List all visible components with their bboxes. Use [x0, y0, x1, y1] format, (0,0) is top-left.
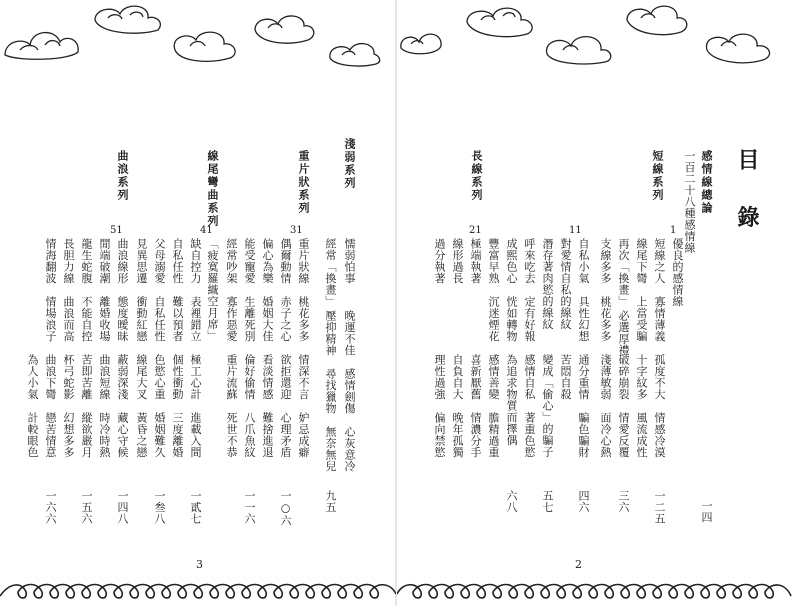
entry: 重片流蘇 [225, 354, 238, 400]
entry: 苦即苦離 [80, 354, 93, 400]
section-title: 長線系列 [470, 150, 483, 202]
entry: 晚運不佳 [343, 310, 356, 356]
page-number: 三六 [617, 490, 630, 513]
entry: 龍生蛇腹 [80, 238, 93, 284]
entry: 長胆力線 [62, 238, 75, 284]
entry: 線尾下彎 [635, 238, 648, 284]
page-number: 一二五 [653, 490, 666, 525]
entry: 桃花多多 [599, 296, 612, 342]
entry: 婚姻大佳 [261, 296, 274, 342]
entry: 父母溺愛 [153, 238, 166, 284]
entry: 曲浪短線 [98, 354, 111, 400]
entry: 情愛反覆 [617, 412, 630, 458]
entry: 短線之人 [653, 238, 666, 284]
intro-page: 一四 [700, 500, 713, 523]
section-page: 1 [670, 225, 677, 236]
entry: 縱欲嚴月 [80, 412, 93, 458]
entry: 藏心守候 [116, 412, 129, 458]
page-number: 一叁八 [153, 490, 166, 525]
entry: 離婚收場 [98, 296, 111, 342]
entry: 寡作惡愛 [225, 296, 238, 342]
entry: 三度離婚 [171, 412, 184, 458]
cloud-ornament-top-right [397, 0, 793, 70]
entry: 淺薄敏弱 [599, 354, 612, 400]
entry: 為人小氣 [26, 354, 39, 400]
entry: 缺自控力 [189, 238, 202, 284]
section-title: 重片狀系列 [297, 150, 310, 215]
entry: 見異思遷 [135, 238, 148, 284]
entry: 婚姻難久 [153, 412, 166, 458]
entry: 極端執著 [469, 238, 482, 284]
entry: 經常吵架 [225, 238, 238, 284]
entry: 閒端破潮 [98, 238, 111, 284]
entry: 自私任性 [171, 238, 184, 284]
right-page [397, 0, 793, 606]
entry: 黃昏之戀 [135, 412, 148, 458]
page-number: 九五 [324, 490, 337, 513]
entry: 偏向禁慾 [433, 412, 446, 458]
entry: 死世不恭 [225, 412, 238, 458]
entry: 蔽弱深淺 [116, 354, 129, 400]
entry: 支線多多 [599, 238, 612, 284]
entry: 衝動紅戀 [135, 296, 148, 342]
page-number: 一一六 [243, 490, 256, 525]
entry: 態度曖昧 [116, 296, 129, 342]
entry: 對愛情自私的線紋 [559, 238, 572, 330]
entry: 過分執著 [433, 238, 446, 284]
intro-title: 感情線總論 [700, 150, 713, 215]
entry: 曲浪線形 [116, 238, 129, 284]
entry: 風流成性 [635, 412, 648, 458]
entry: 倫好偷情 [243, 354, 256, 400]
entry: 情海翻波 [44, 238, 57, 284]
entry: 經常「換畫」 [324, 238, 337, 307]
entry: 能受寵愛 [243, 238, 256, 284]
page-number: 五七 [541, 490, 554, 513]
page-number: 一六六 [44, 490, 57, 525]
entry: 表裡錯立 [189, 296, 202, 342]
wave-ornament-bottom-right [397, 576, 793, 606]
page-number: 一貳七 [189, 490, 202, 525]
entry: 色慾心重 [153, 354, 166, 400]
section-page: 41 [200, 225, 213, 236]
entry: 自私任性 [153, 296, 166, 342]
entry: 潛存著肉慾的線紋 [541, 238, 554, 330]
entry: 曲浪下彎 [44, 354, 57, 400]
entry: 著重色慾 [523, 412, 536, 458]
section-title: 曲浪系列 [116, 150, 129, 202]
intro-label: 一百二十八種感情線 [683, 150, 696, 254]
entry: 晚年孤獨 [451, 412, 464, 458]
wave-ornament-bottom-left [0, 576, 396, 606]
entry: 偶爾動情 [279, 238, 292, 284]
entry: 上當受騙 [635, 296, 648, 342]
entry: 孤度不大 [653, 354, 666, 400]
entry: 必選厚禮 [617, 310, 630, 356]
entry: 懦弱怕事 [343, 238, 356, 284]
entry: 生離死別 [243, 296, 256, 342]
section-page: 31 [290, 225, 303, 236]
entry: 幻想多多 [62, 412, 75, 458]
entry: 定有好報 [523, 296, 536, 342]
entry: 重片狀線 [297, 238, 310, 284]
entry: 具性幻想 [577, 296, 590, 342]
entry: 壓抑精神 [324, 310, 337, 356]
left-page [0, 0, 396, 606]
entry: 通分重情 [577, 354, 590, 400]
entry: 計較眼色 [26, 412, 39, 458]
entry: 戀苦情意 [44, 412, 57, 458]
page-number: 四六 [577, 490, 590, 513]
entry: 線形過長 [451, 238, 464, 284]
page-number: 一五六 [80, 490, 93, 525]
entry: 面冷心熱 [599, 412, 612, 458]
entry: 看淡情感 [261, 354, 274, 400]
entry: 沉迷煙花 [487, 296, 500, 342]
entry: 妒忌成癖 [297, 412, 310, 458]
section-title: 淺弱系列 [343, 138, 356, 190]
entry: 喜新厭舊 [469, 354, 482, 400]
section-page: 11 [569, 225, 582, 236]
entry: 不能自控 [80, 296, 93, 342]
entry: 線尾大叉 [135, 354, 148, 400]
entry: 桃花多多 [297, 296, 310, 342]
entry: 為追求物質而擇偶 [505, 354, 518, 446]
entry: 「疲寞羅織空月席」 [206, 238, 219, 342]
entry: 難以預者 [171, 296, 184, 342]
entry: 苦悶自殺 [559, 354, 572, 400]
entry: 再次「換畫」 [617, 238, 630, 307]
page-number: 一○六 [279, 490, 292, 527]
page-number: 一四八 [116, 490, 129, 525]
entry: 豐富早熟 [487, 238, 500, 284]
entry: 難捨進退 [261, 412, 274, 458]
entry: 心灰意冷 [343, 426, 356, 472]
entry: 感情善變 [487, 354, 500, 400]
entry: 理性過強 [433, 354, 446, 400]
entry: 情感冷漠 [653, 412, 666, 458]
entry: 呼來吃去 [523, 238, 536, 284]
folio-left: 3 [196, 558, 203, 571]
entry: 欲拒還迎 [279, 354, 292, 400]
entry: 情濃分手 [469, 412, 482, 458]
entry: 變成「偷心」的騙子 [541, 354, 554, 458]
entry: 八爪魚紋 [243, 412, 256, 458]
entry: 情場浪子 [44, 296, 57, 342]
entry: 感情自私 [523, 354, 536, 400]
entry: 極工心計 [189, 354, 202, 400]
entry: 尋找獵物 [324, 368, 337, 414]
page-number: 六八 [505, 490, 518, 513]
entry: 曲浪而高 [62, 296, 75, 342]
toc-title: 目 錄 [734, 148, 760, 242]
entry: 杯弓蛇影 [62, 354, 75, 400]
entry: 膽精過重 [487, 412, 500, 458]
entry: 無奈無兒 [324, 426, 337, 472]
section-title: 短線系列 [651, 150, 664, 202]
entry: 破碎崩裂 [617, 354, 630, 400]
entry: 心理矛盾 [279, 412, 292, 458]
folio-right: 2 [575, 558, 582, 571]
entry: 寡情薄義 [653, 296, 666, 342]
cloud-ornament-top-left [0, 0, 396, 70]
entry: 成熙色心 [505, 238, 518, 284]
entry: 自私小氣 [577, 238, 590, 284]
entry: 騙色騙財 [577, 412, 590, 458]
entry: 進載入間 [189, 412, 202, 458]
section-page: 21 [469, 225, 482, 236]
entry: 時冷時熱 [98, 412, 111, 458]
entry: 赤子之心 [279, 296, 292, 342]
entry: 情深不言 [297, 354, 310, 400]
section-page: 51 [110, 225, 123, 236]
entry: 恍如轉物 [505, 296, 518, 342]
entry: 優良的感情線 [671, 238, 684, 307]
entry: 偏心為樂 [261, 238, 274, 284]
section-title: 線尾彎曲系列 [206, 150, 219, 228]
entry: 十字紋多 [635, 354, 648, 400]
entry: 感情劍傷 [343, 368, 356, 414]
entry: 個性衝動 [171, 354, 184, 400]
entry: 自負自大 [451, 354, 464, 400]
